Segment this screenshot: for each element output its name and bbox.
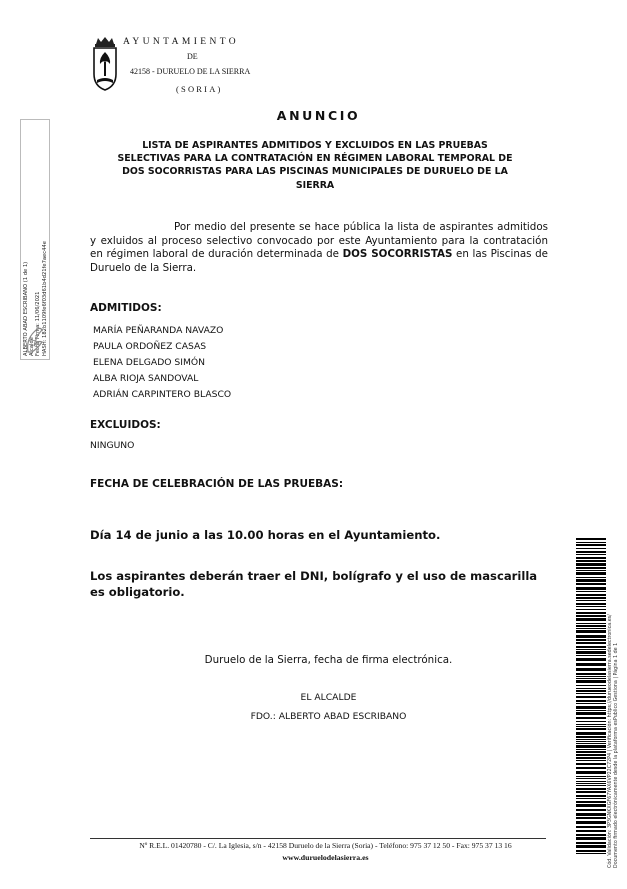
barcode-bar bbox=[576, 668, 606, 671]
barcode-bar bbox=[576, 743, 606, 744]
subject-heading bbox=[90, 139, 540, 192]
barcode-bar bbox=[576, 663, 606, 666]
barcode-bar bbox=[576, 757, 606, 759]
validation-line: Documento firmado electrónicamente desde la plataforma esPublico Gestiona | Página 1 de 1 bbox=[614, 642, 619, 868]
barcode-bar bbox=[576, 583, 606, 585]
barcode-bar bbox=[576, 776, 606, 777]
org-province: (SORIA) bbox=[176, 84, 223, 94]
barcode-bar bbox=[576, 639, 606, 641]
barcode-bar bbox=[576, 837, 606, 840]
barcode-bar bbox=[576, 703, 606, 704]
barcode-bar bbox=[576, 658, 606, 661]
validation-text bbox=[608, 528, 620, 868]
intro-paragraph bbox=[90, 221, 548, 275]
barcode-bar bbox=[576, 635, 606, 638]
barcode-bar bbox=[576, 612, 606, 614]
signature-line: Fecha Firma: 11/06/2021 bbox=[35, 291, 42, 356]
excluidos-value: NINGUNO bbox=[90, 440, 135, 451]
validation-line: Cód. Validación: 3P3GNKXGF67YAX6VP22C72P4 | Verificación: https://durueodelasierra.sedelectronica.es/ bbox=[608, 614, 613, 868]
barcode-bar bbox=[576, 623, 606, 624]
barcode-bar bbox=[576, 817, 606, 819]
barcode-bar bbox=[576, 625, 606, 627]
coat-of-arms-icon bbox=[90, 36, 120, 92]
barcode-bar bbox=[576, 560, 606, 562]
requirements-text: Los aspirantes deberán traer el DNI, bolígrafo y el uso de mascarilla es obligatorio. bbox=[90, 569, 538, 599]
list-item: PAULA ORDOÑEZ CASAS bbox=[93, 341, 207, 352]
org-name: AYUNTAMIENTO bbox=[123, 37, 240, 47]
list-item: ALBA RIOJA SANDOVAL bbox=[93, 373, 199, 384]
barcode-bar bbox=[576, 688, 606, 689]
barcode-bar bbox=[576, 726, 606, 727]
barcode-bar bbox=[576, 745, 606, 748]
signature-line: Alcalde bbox=[29, 337, 36, 356]
barcode-bar bbox=[576, 763, 606, 765]
barcode-bar bbox=[576, 563, 606, 566]
list-item: MARÍA PEÑARANDA NAVAZO bbox=[93, 325, 224, 336]
footer-divider bbox=[90, 838, 546, 839]
barcode-bar bbox=[576, 700, 606, 702]
barcode-bar bbox=[576, 551, 606, 553]
barcode-bar bbox=[576, 651, 606, 654]
barcode-bar bbox=[576, 577, 606, 578]
barcode-bar bbox=[576, 736, 606, 738]
barcode-bar bbox=[576, 628, 606, 629]
place-date: Duruelo de la Sierra, fecha de firma electrónica. bbox=[204, 654, 453, 666]
barcode-bar bbox=[576, 690, 606, 692]
barcode-bar bbox=[576, 845, 606, 848]
barcode-bar bbox=[576, 842, 606, 844]
barcode-bar bbox=[576, 717, 606, 719]
barcode-bar bbox=[576, 680, 606, 683]
barcode-bar bbox=[576, 728, 606, 730]
barcode-bar bbox=[576, 587, 606, 590]
admitidos-heading: ADMITIDOS: bbox=[90, 302, 162, 314]
barcode-bar bbox=[576, 771, 606, 774]
barcode-bar bbox=[576, 655, 606, 656]
subject-line: DOS SOCORRISTAS PARA LAS PISCINAS MUNICIPALES DE DURUELO DE LA bbox=[122, 166, 508, 178]
barcode-bar bbox=[576, 673, 606, 675]
barcode-bar bbox=[576, 781, 606, 782]
mayor-name: FDO.: ALBERTO ABAD ESCRIBANO bbox=[250, 711, 407, 722]
barcode-bar bbox=[576, 600, 606, 601]
barcode-bar bbox=[576, 721, 606, 722]
subject-line: SIERRA bbox=[295, 179, 335, 191]
intro-text: Por medio del presente se hace pública la lista de aspirantes admitidos y exluidos al proceso selectivo convocado por este Ayuntamiento para la contratación en régimen laboral de duración determinada de bbox=[90, 221, 548, 261]
org-address: 42158 - DURUELO DE LA SIERRA bbox=[130, 67, 251, 76]
barcode-bar bbox=[576, 548, 606, 549]
barcode-bar bbox=[576, 813, 606, 816]
barcode-bar bbox=[576, 542, 606, 543]
fecha-detail: Día 14 de junio a las 10.00 horas en el Ayuntamiento. bbox=[90, 528, 441, 542]
list-item: ELENA DELGADO SIMÓN bbox=[93, 357, 206, 368]
barcode-bar bbox=[576, 572, 606, 575]
barcode-bar bbox=[576, 760, 606, 761]
fecha-heading: FECHA DE CELEBRACIÓN DE LAS PRUEBAS: bbox=[90, 478, 344, 490]
barcode-bar bbox=[576, 618, 606, 621]
barcode-bar bbox=[576, 706, 606, 709]
barcode-bar bbox=[576, 821, 606, 824]
barcode-bar bbox=[576, 554, 606, 555]
intro-bold: DOS SOCORRISTAS bbox=[342, 248, 453, 261]
barcode-bar bbox=[576, 696, 606, 698]
barcode-bar bbox=[576, 732, 606, 735]
barcode-bar bbox=[576, 712, 606, 715]
barcode-bar bbox=[576, 785, 606, 786]
barcode-bar bbox=[576, 767, 606, 769]
barcode-bar bbox=[576, 741, 606, 742]
barcode-bar bbox=[576, 606, 606, 607]
footer-address: Nº R.E.L. 01420780 - C/. La Iglesia, s/n - 42158 Duruelo de la Sierra (Soria) - Teléfono: 975 37 12 50 - Fax: 975 37 13 16 bbox=[139, 841, 512, 850]
barcode-bar bbox=[576, 791, 606, 793]
admitidos-list bbox=[93, 323, 231, 403]
barcode-bar bbox=[576, 579, 606, 582]
barcode-bar bbox=[576, 850, 606, 852]
barcode-bar bbox=[576, 804, 606, 807]
barcode-icon bbox=[576, 538, 606, 854]
barcode-bar bbox=[576, 609, 606, 610]
barcode-bar bbox=[576, 570, 606, 571]
subject-line: LISTA DE ASPIRANTES ADMITIDOS Y EXCLUIDOS EN LAS PRUEBAS bbox=[142, 140, 488, 151]
barcode-bar bbox=[576, 597, 606, 599]
barcode-bar bbox=[576, 603, 606, 605]
signature-line: HASH: 182b1109fe6f03d61b4d21fe7aec44e bbox=[41, 241, 48, 356]
barcode-bar bbox=[576, 630, 606, 633]
barcode-bar bbox=[576, 830, 606, 832]
barcode-bar bbox=[576, 783, 606, 784]
excluidos-heading: EXCLUIDOS: bbox=[90, 419, 161, 431]
barcode-bar bbox=[576, 834, 606, 836]
barcode-bar bbox=[576, 693, 606, 694]
barcode-bar bbox=[576, 724, 606, 725]
barcode-bar bbox=[576, 826, 606, 828]
barcode-bar bbox=[576, 754, 606, 756]
signature-text bbox=[23, 120, 48, 356]
mayor-title: EL ALCALDE bbox=[300, 692, 357, 703]
barcode-bar bbox=[576, 798, 606, 799]
barcode-bar bbox=[576, 801, 606, 803]
barcode-bar bbox=[576, 678, 606, 679]
barcode-bar bbox=[576, 567, 606, 569]
signature-line: ALBERTO ABAD ESCRIBANO (1 de 1) bbox=[23, 261, 29, 356]
barcode-bar bbox=[576, 649, 606, 650]
barcode-bar bbox=[576, 642, 606, 644]
list-item: ADRIÁN CARPINTERO BLASCO bbox=[93, 389, 232, 400]
barcode-bar bbox=[576, 710, 606, 711]
barcode-bar bbox=[576, 591, 606, 592]
barcode-bar bbox=[576, 749, 606, 750]
subject-line: SELECTIVAS PARA LA CONTRATACIÓN EN RÉGIMEN LABORAL TEMPORAL DE bbox=[117, 153, 513, 165]
barcode-bar bbox=[576, 676, 606, 677]
barcode-bar bbox=[576, 615, 606, 617]
barcode-bar bbox=[576, 685, 606, 686]
barcode-bar bbox=[576, 795, 606, 797]
barcode-bar bbox=[576, 788, 606, 790]
page-title: ANUNCIO bbox=[276, 108, 361, 123]
org-de: DE bbox=[187, 52, 198, 61]
barcode-bar bbox=[576, 544, 606, 546]
barcode-bar bbox=[576, 538, 606, 540]
barcode-bar bbox=[576, 739, 606, 740]
barcode-bar bbox=[576, 557, 606, 559]
barcode-bar bbox=[576, 594, 606, 596]
barcode-bar bbox=[576, 853, 606, 854]
barcode-bar bbox=[576, 778, 606, 779]
signature-stamp-icon bbox=[24, 322, 46, 356]
barcode-bar bbox=[576, 809, 606, 811]
intro-text-end: en las Piscinas de Duruelo de la Sierra. bbox=[90, 248, 548, 274]
barcode-bar bbox=[576, 646, 606, 648]
footer-website: www.duruelodelasierra.es bbox=[282, 853, 369, 862]
barcode-bar bbox=[576, 751, 606, 753]
